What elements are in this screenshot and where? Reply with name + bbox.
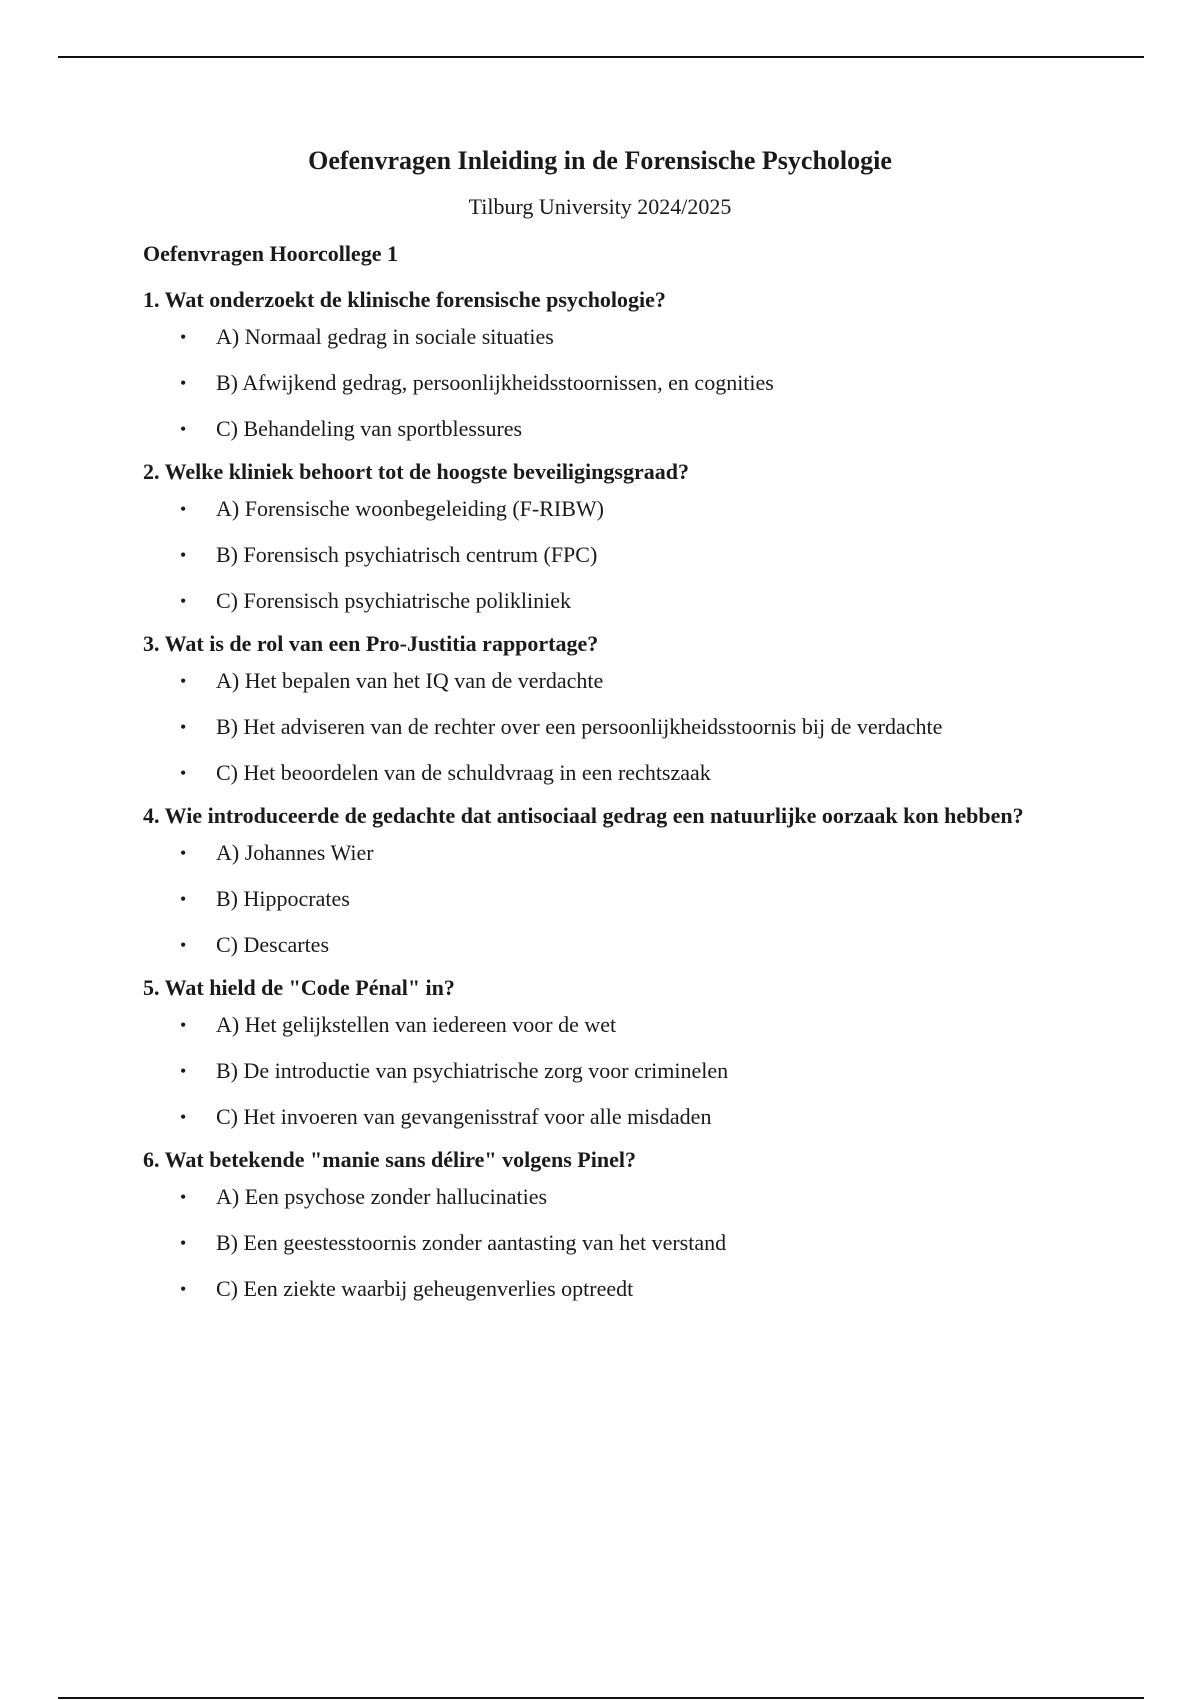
page-title: Oefenvragen Inleiding in de Forensische Psychologie — [308, 146, 892, 175]
option-item — [143, 323, 1063, 351]
option-item — [143, 1011, 1063, 1039]
option-text: B) Het adviseren van de rechter over een persoonlijkheidsstoornis bij de verdachte — [216, 714, 943, 739]
option-item — [143, 759, 1063, 787]
bullet-icon: • — [180, 419, 187, 439]
question-4 — [143, 802, 1063, 959]
bullet-icon: • — [180, 889, 187, 909]
question-5 — [143, 974, 1063, 1131]
question-text: 2. Welke kliniek behoort tot de hoogste beveiligingsgraad? — [143, 459, 689, 484]
question-6 — [143, 1146, 1063, 1303]
option-list — [143, 667, 1063, 787]
bullet-icon: • — [180, 591, 187, 611]
option-text: C) Descartes — [216, 932, 330, 957]
bullet-icon: • — [180, 499, 187, 519]
page-subtitle: Tilburg University 2024/2025 — [468, 194, 732, 219]
option-item — [143, 541, 1063, 569]
option-text: C) Behandeling van sportblessures — [216, 416, 523, 441]
option-item — [143, 839, 1063, 867]
bullet-icon: • — [180, 1233, 187, 1253]
option-item — [143, 415, 1063, 443]
bullet-icon: • — [180, 327, 187, 347]
option-text: B) Afwijkend gedrag, persoonlijkheidsstoornissen, en cognities — [216, 370, 774, 395]
option-text: B) De introductie van psychiatrische zorg voor criminelen — [216, 1058, 729, 1083]
option-item — [143, 587, 1063, 615]
option-item — [143, 1229, 1063, 1257]
option-text: A) Een psychose zonder hallucinaties — [216, 1184, 548, 1209]
bullet-icon: • — [180, 1279, 187, 1299]
option-text: C) Forensisch psychiatrische polikliniek — [216, 588, 571, 613]
question-text: 6. Wat betekende "manie sans délire" volgens Pinel? — [143, 1147, 636, 1172]
option-text: A) Johannes Wier — [216, 840, 374, 865]
bullet-icon: • — [180, 763, 187, 783]
bullet-icon: • — [180, 935, 187, 955]
document-body — [143, 240, 1063, 1318]
option-item — [143, 1183, 1063, 1211]
bottom-rule — [58, 1697, 1144, 1699]
option-text: A) Het gelijkstellen van iedereen voor de wet — [216, 1012, 617, 1037]
option-item — [143, 1275, 1063, 1303]
option-item — [143, 667, 1063, 695]
option-item — [143, 885, 1063, 913]
option-item — [143, 369, 1063, 397]
question-text: 1. Wat onderzoekt de klinische forensische psychologie? — [143, 287, 666, 312]
question-text: 4. Wie introduceerde de gedachte dat antisociaal gedrag een natuurlijke oorzaak kon hebben? — [143, 803, 1024, 828]
bullet-icon: • — [180, 373, 187, 393]
bullet-icon: • — [180, 1015, 187, 1035]
bullet-icon: • — [180, 717, 187, 737]
question-text: 5. Wat hield de "Code Pénal" in? — [143, 975, 455, 1000]
top-rule — [58, 56, 1144, 58]
question-text: 3. Wat is de rol van een Pro-Justitia rapportage? — [143, 631, 599, 656]
option-text: A) Het bepalen van het IQ van de verdachte — [216, 668, 604, 693]
option-list — [143, 1011, 1063, 1131]
question-3 — [143, 630, 1063, 787]
bullet-icon: • — [180, 1187, 187, 1207]
section-heading: Oefenvragen Hoorcollege 1 — [143, 241, 398, 266]
option-item — [143, 1057, 1063, 1085]
bullet-icon: • — [180, 843, 187, 863]
option-list — [143, 495, 1063, 615]
option-text: C) Het beoordelen van de schuldvraag in een rechtszaak — [216, 760, 711, 785]
option-item — [143, 931, 1063, 959]
option-text: C) Het invoeren van gevangenisstraf voor alle misdaden — [216, 1104, 712, 1129]
option-text: C) Een ziekte waarbij geheugenverlies optreedt — [216, 1276, 634, 1301]
option-text: B) Forensisch psychiatrisch centrum (FPC) — [216, 542, 598, 567]
option-item — [143, 1103, 1063, 1131]
question-2 — [143, 458, 1063, 615]
option-text: A) Normaal gedrag in sociale situaties — [216, 324, 554, 349]
bullet-icon: • — [180, 545, 187, 565]
option-list — [143, 839, 1063, 959]
option-text: B) Hippocrates — [216, 886, 350, 911]
option-list — [143, 1183, 1063, 1303]
option-text: B) Een geestesstoornis zonder aantasting van het verstand — [216, 1230, 727, 1255]
option-list — [143, 323, 1063, 443]
option-text: A) Forensische woonbegeleiding (F-RIBW) — [216, 496, 604, 521]
question-1 — [143, 286, 1063, 443]
bullet-icon: • — [180, 1061, 187, 1081]
option-item — [143, 495, 1063, 523]
option-item — [143, 713, 1063, 741]
bullet-icon: • — [180, 671, 187, 691]
bullet-icon: • — [180, 1107, 187, 1127]
